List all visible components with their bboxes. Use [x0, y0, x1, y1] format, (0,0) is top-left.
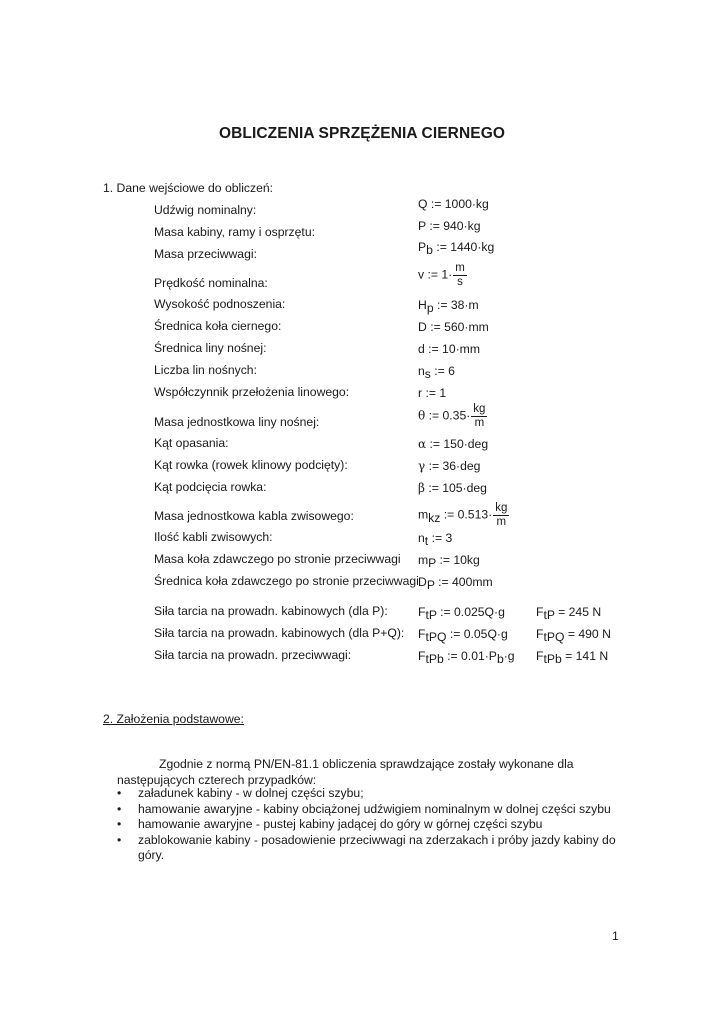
label-tarcie-przeciwwagi: Siła tarcia na prowadn. przeciwwagi:: [154, 648, 352, 662]
label-wysokosc: Wysokość podnoszenia:: [154, 297, 286, 311]
formula-ilosc-kabli: nt := 3: [418, 531, 453, 548]
formula-kat-podciecia: β := 105·deg: [418, 481, 487, 495]
list-item: • hamowanie awaryjne - kabiny obciążonej udźwigiem nominalnym w dolnej części szybu: [117, 801, 611, 816]
label-liczba-lin: Liczba lin nośnych:: [154, 363, 257, 377]
label-srednica-liny: Średnica liny nośnej:: [154, 341, 267, 355]
formula-kat-rowka: γ := 36·deg: [418, 459, 481, 473]
label-masa-kabiny: Masa kabiny, ramy i osprzętu:: [154, 225, 315, 239]
formula-srednica-kola-zdawczego: DP := 400mm: [418, 575, 493, 592]
label-srednica-kola: Średnica koła ciernego:: [154, 319, 282, 333]
formula-srednica-liny: d := 10·mm: [418, 342, 480, 356]
label-udzwig: Udźwig nominalny:: [154, 203, 257, 217]
bullet-icon: •: [117, 786, 122, 800]
formula-liczba-lin: ns := 6: [418, 364, 455, 381]
list-item: • załadunek kabiny - w dolnej części szybu;: [117, 786, 364, 800]
label-ilosc-kabli: Ilość kabli zwisowych:: [154, 530, 273, 544]
label-tarcie-p: Siła tarcia na prowadn. kabinowych (dla P):: [154, 604, 388, 618]
bullet-icon: •: [117, 817, 122, 832]
formula-masa-kabiny: P := 940·kg: [418, 219, 481, 233]
label-masa-kola-zdawczego: Masa koła zdawczego po stronie przeciwwagi: [154, 552, 401, 566]
fraction-m-s: $\frac{m}{s}$: [455, 262, 465, 288]
page-number: 1: [612, 929, 619, 943]
list-item: • zablokowanie kabiny - posadowienie przeciwwagi na zderzakach i próby jazdy kabiny do góry.: [117, 832, 616, 863]
label-masa-kabla: Masa jednostkowa kabla zwisowego:: [154, 509, 354, 523]
formula-kat-opasania: α := 150·deg: [418, 437, 489, 451]
result-tarcie-przeciwwagi: FtPb = 141 N: [536, 649, 609, 666]
bullet-icon: •: [117, 832, 122, 847]
cases-list: [117, 786, 617, 864]
label-masa-liny: Masa jednostkowa liny nośnej:: [154, 415, 320, 429]
section-2-heading: 2. Założenia podstawowe:: [103, 712, 244, 726]
formula-tarcie-pq: FtPQ := 0.05Q·g: [418, 627, 508, 644]
page-title: OBLICZENIA SPRZĘŻENIA CIERNEGO: [218, 125, 506, 142]
label-kat-podciecia: Kąt podcięcia rowka:: [154, 480, 267, 494]
bullet-icon: •: [117, 801, 122, 816]
formula-masa-kola-zdawczego: mP := 10kg: [418, 553, 480, 570]
label-srednica-kola-zdawczego: Średnica koła zdawczego po stronie przeciwwagi: [154, 574, 419, 588]
fraction-kg-m: $\frac{kg}{m}$: [473, 403, 486, 429]
label-predkosc: Prędkość nominalna:: [154, 276, 268, 290]
assumptions-paragraph: Zgodnie z normą PN/EN-81.1 obliczenia sprawdzające zostały wykonane dla następujących czterech przypadków:: [117, 757, 574, 787]
label-masa-przeciwwagi: Masa przeciwwagi:: [154, 247, 257, 261]
label-kat-opasania: Kąt opasania:: [154, 436, 229, 450]
label-kat-rowka: Kąt rowka (rowek klinowy podcięty):: [154, 458, 348, 472]
section-1-heading: 1. Dane wejściowe do obliczeń:: [103, 181, 274, 195]
formula-wysokosc: Hp := 38·m: [418, 298, 479, 315]
formula-srednica-kola: D := 560·mm: [418, 320, 489, 334]
formula-tarcie-przeciwwagi: FtPb := 0.01·Pb·g: [418, 649, 515, 666]
formula-przelozenie: r := 1: [418, 386, 447, 400]
formula-masa-przeciwwagi: Pb := 1440·kg: [418, 240, 495, 257]
result-tarcie-p: FtP = 245 N: [536, 605, 602, 622]
result-tarcie-pq: FtPQ = 490 N: [536, 627, 611, 644]
formula-masa-liny: θ := 0.35· $\frac{kg}{m}$: [418, 403, 486, 429]
fraction-kg-m-2: $\frac{kg}{m}$: [495, 502, 508, 528]
formula-tarcie-p: FtP := 0.025Q·g: [418, 605, 505, 622]
formula-masa-kabla: mkz := 0.513· $\frac{kg}{m}$: [418, 502, 508, 528]
formula-predkosc: v := 1· $\frac{m}{s}$: [418, 262, 465, 288]
label-tarcie-pq: Siła tarcia na prowadn. kabinowych (dla P+Q):: [154, 626, 405, 640]
list-item: • hamowanie awaryjne - pustej kabiny jadącej do góry w górnej części szybu: [117, 817, 543, 832]
formula-udzwig: Q := 1000·kg: [418, 197, 489, 211]
label-przelozenie: Współczynnik przełożenia linowego:: [154, 385, 350, 399]
